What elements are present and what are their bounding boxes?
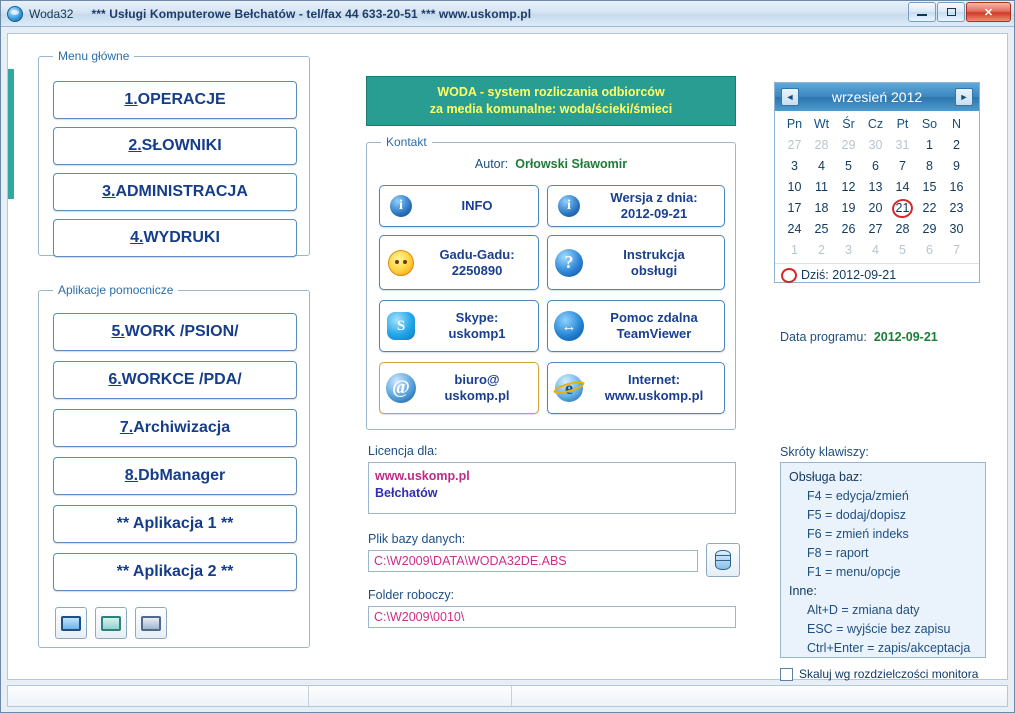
calendar-today-row[interactable] — [775, 263, 979, 286]
menu-button-wydruki-label: WYDRUKI — [143, 229, 220, 246]
monitor-grey-button[interactable] — [135, 607, 167, 639]
title-bar — [1, 1, 1014, 27]
shortcut-item: F6 = zmień indeks — [807, 527, 909, 541]
database-path-input[interactable]: C:\W2009\DATA\WODA32DE.ABS — [368, 550, 698, 572]
maximize-icon — [947, 8, 956, 16]
scale-checkbox-row[interactable] — [780, 667, 978, 681]
menu-button-operacje[interactable] — [53, 81, 297, 119]
teamviewer-button[interactable] — [547, 300, 725, 352]
menu-button-slowniki-label: SŁOWNIKI — [141, 137, 222, 154]
calendar-week-row — [781, 240, 973, 261]
program-date-value: 2012-09-21 — [873, 330, 938, 344]
app-banner — [366, 76, 736, 126]
shortcut-item: F1 = menu/opcje — [807, 565, 901, 579]
menu-button-slowniki[interactable] — [53, 127, 297, 165]
calendar-day[interactable]: 28 — [895, 222, 910, 236]
shortcuts-section-2: Inne: — [789, 584, 817, 598]
scale-checkbox[interactable] — [780, 668, 793, 681]
calendar-day[interactable]: 15 — [922, 180, 937, 194]
calendar-day[interactable]: 12 — [841, 180, 856, 194]
gadu-gadu-line-1: Gadu-Gadu: — [439, 246, 515, 262]
menu-button-workce-pda[interactable] — [53, 361, 297, 399]
calendar-day[interactable]: 26 — [841, 222, 856, 236]
calendar-day[interactable]: 29 — [841, 138, 856, 152]
menu-button-operacje-num: 1. — [124, 91, 138, 108]
internet-button[interactable] — [547, 362, 725, 414]
monitor-teal-button[interactable] — [95, 607, 127, 639]
calendar-day[interactable]: 3 — [845, 243, 852, 257]
window-subtitle: *** Usługi Komputerowe Bełchatów - tel/fax 44 633-20-51 *** www.uskomp.pl — [91, 6, 532, 21]
shortcuts-box — [780, 462, 986, 658]
internet-explorer-icon: e — [548, 374, 590, 402]
menu-button-dbmanager[interactable] — [53, 457, 297, 495]
monitor-teal-icon — [101, 616, 121, 631]
calendar-day[interactable]: 18 — [814, 201, 829, 215]
menu-button-work-psion-label: WORK /PSION/ — [124, 323, 239, 340]
menu-button-work-psion[interactable] — [53, 313, 297, 351]
info-icon: i — [380, 195, 422, 217]
app-icon — [7, 6, 23, 22]
calendar[interactable] — [774, 82, 980, 283]
dow-pt: Pt — [896, 117, 909, 131]
monitor-blue-icon — [61, 616, 81, 631]
gadu-gadu-button[interactable] — [379, 235, 539, 290]
menu-button-archiwizacja-label: Archiwizacja — [133, 419, 231, 436]
helper-apps-title: Aplikacje pomocnicze — [53, 283, 178, 297]
calendar-next-button[interactable]: ► — [955, 88, 973, 106]
monitor-blue-button[interactable] — [55, 607, 87, 639]
scale-checkbox-label: Skaluj wg rozdzielczości monitora — [799, 667, 979, 681]
version-button-line-1: Wersja z dnia: — [610, 190, 698, 205]
calendar-week-row — [781, 135, 973, 156]
menu-button-administracja-label: ADMINISTRACJA — [115, 183, 248, 200]
menu-button-dbmanager-label: DbManager — [138, 467, 226, 484]
license-line-1: www.uskomp.pl — [375, 469, 470, 483]
menu-button-aplikacja-1-label: ** Aplikacja 1 ** — [116, 515, 234, 532]
gadu-gadu-line-2: 2250890 — [451, 262, 503, 278]
calendar-day[interactable]: 27 — [787, 138, 802, 152]
email-line-1: biuro@ — [454, 372, 500, 387]
calendar-dow-row — [781, 114, 973, 135]
status-bar — [7, 685, 1008, 707]
status-cell-3 — [512, 686, 1007, 706]
database-button[interactable] — [706, 543, 740, 577]
program-date-row — [780, 330, 938, 344]
calendar-day[interactable]: 25 — [814, 222, 829, 236]
calendar-day[interactable]: 31 — [895, 138, 910, 152]
window-title: Woda32 — [29, 6, 74, 21]
teamviewer-icon: ↔ — [548, 311, 590, 341]
calendar-day[interactable]: 22 — [922, 201, 937, 215]
menu-button-aplikacja-1[interactable] — [53, 505, 297, 543]
calendar-day[interactable]: 13 — [868, 180, 883, 194]
calendar-week-row — [781, 156, 973, 177]
calendar-day[interactable]: 9 — [953, 159, 960, 173]
contact-group — [366, 135, 736, 430]
internet-line-1: Internet: — [628, 372, 680, 387]
calendar-day[interactable]: 5 — [899, 243, 906, 257]
calendar-day[interactable]: 16 — [949, 180, 964, 194]
shortcut-item: Ctrl+Enter = zapis/akceptacja — [807, 641, 971, 655]
calendar-day[interactable]: 7 — [899, 159, 906, 173]
calendar-day[interactable]: 3 — [791, 159, 798, 173]
calendar-day[interactable]: 23 — [949, 201, 964, 215]
workfolder-input[interactable]: C:\W2009\0010\ — [368, 606, 736, 628]
info-icon-2: i — [548, 195, 590, 217]
dow-so: So — [921, 117, 938, 131]
skype-icon: S — [380, 312, 422, 340]
calendar-week-row — [781, 219, 973, 240]
menu-button-workce-pda-num: 6. — [108, 371, 122, 388]
status-cell-1 — [8, 686, 309, 706]
calendar-day[interactable]: 17 — [787, 201, 802, 215]
author-name: Orłowski Sławomir — [515, 157, 628, 171]
calendar-week-row — [781, 177, 973, 198]
calendar-day[interactable]: 7 — [953, 243, 960, 257]
workfolder-label: Folder roboczy: — [368, 588, 455, 602]
mini-button-row — [55, 607, 167, 639]
calendar-day[interactable]: 28 — [814, 138, 829, 152]
menu-button-dbmanager-num: 8. — [124, 467, 139, 484]
license-memo[interactable] — [368, 462, 736, 514]
license-line-2: Bełchatów — [375, 486, 438, 500]
calendar-month-label: wrzesień 2012 — [831, 89, 923, 105]
calendar-day[interactable]: 4 — [872, 243, 879, 257]
question-icon: ? — [548, 249, 590, 277]
menu-button-administracja-num: 3. — [102, 183, 116, 200]
window-controls — [908, 2, 1011, 22]
email-line-2: uskomp.pl — [444, 388, 510, 403]
menu-button-archiwizacja-num: 7. — [119, 419, 134, 436]
menu-button-archiwizacja[interactable] — [53, 409, 297, 447]
shortcuts-title: Skróty klawiszy: — [780, 445, 869, 459]
instruction-line-1: Instrukcja — [623, 246, 685, 262]
teamviewer-line-2: TeamViewer — [616, 326, 692, 341]
menu-button-wydruki-num: 4. — [130, 229, 144, 246]
status-cell-2 — [309, 686, 512, 706]
dow-n: N — [951, 117, 962, 131]
calendar-prev-button[interactable]: ◄ — [781, 88, 799, 106]
calendar-day[interactable]: 30 — [868, 138, 883, 152]
calendar-day[interactable]: 1 — [926, 138, 933, 152]
calendar-day[interactable]: 20 — [868, 201, 883, 215]
skype-line-2: uskomp1 — [448, 326, 506, 341]
calendar-day[interactable]: 8 — [926, 159, 933, 173]
shortcut-item: ESC = wyjście bez zapisu — [807, 622, 951, 636]
calendar-day[interactable]: 4 — [818, 159, 825, 173]
client-area — [7, 33, 1008, 680]
sun-icon — [380, 250, 422, 276]
calendar-week-row — [781, 198, 973, 219]
shortcut-item: Alt+D = zmiana daty — [807, 603, 920, 617]
shortcut-item: F8 = raport — [807, 546, 869, 560]
calendar-day[interactable]: 1 — [791, 243, 798, 257]
contact-title: Kontakt — [381, 135, 432, 149]
calendar-day[interactable]: 11 — [815, 180, 828, 194]
author-line — [367, 157, 735, 171]
calendar-day[interactable]: 5 — [845, 159, 852, 173]
calendar-day[interactable]: 29 — [922, 222, 937, 236]
calendar-day[interactable]: 10 — [787, 180, 802, 194]
instruction-line-2: obsługi — [630, 262, 678, 278]
menu-button-workce-pda-label: WORKCE /PDA/ — [121, 371, 242, 388]
at-icon: @ — [380, 373, 422, 403]
minimize-icon — [917, 14, 927, 16]
menu-button-aplikacja-2-label: ** Aplikacja 2 ** — [116, 563, 234, 580]
calendar-day[interactable]: 30 — [949, 222, 964, 236]
license-label: Licencja dla: — [368, 444, 438, 458]
calendar-day[interactable]: 2 — [953, 138, 960, 152]
menu-button-operacje-label: OPERACJE — [137, 91, 226, 108]
calendar-day-today[interactable]: 21 — [889, 198, 916, 219]
skype-button[interactable] — [379, 300, 539, 352]
teamviewer-line-1: Pomoc zdalna — [610, 310, 698, 325]
calendar-today-label: Dziś: 2012-09-21 — [801, 268, 897, 282]
calendar-day[interactable]: 6 — [872, 159, 879, 173]
version-button-line-2: 2012-09-21 — [620, 206, 688, 221]
shortcut-item: F5 = dodaj/dopisz — [807, 508, 907, 522]
minimize-button[interactable] — [908, 2, 936, 22]
monitor-grey-icon — [141, 616, 161, 631]
banner-line-1: WODA - system rozliczania odbiorców — [437, 85, 665, 99]
close-button[interactable]: ✕ — [966, 2, 1011, 22]
helper-apps-group — [38, 283, 310, 648]
dow-sr: Śr — [842, 117, 855, 131]
author-label: Autor: — [474, 157, 509, 171]
instruction-button[interactable] — [547, 235, 725, 290]
calendar-day[interactable]: 24 — [787, 222, 802, 236]
calendar-day[interactable]: 6 — [926, 243, 933, 257]
info-button-label: INFO — [461, 198, 493, 213]
info-button[interactable] — [379, 185, 539, 227]
menu-button-wydruki[interactable] — [53, 219, 297, 257]
skype-line-1: Skype: — [455, 310, 499, 325]
dow-cz: Cz — [867, 117, 884, 131]
menu-button-work-psion-num: 5. — [111, 323, 125, 340]
internet-line-2: www.uskomp.pl — [604, 388, 704, 403]
main-menu-title: Menu główne — [53, 49, 134, 63]
menu-button-aplikacja-2[interactable] — [53, 553, 297, 591]
database-label: Plik bazy danych: — [368, 532, 466, 546]
shortcut-item: F4 = edycja/zmień — [807, 489, 909, 503]
calendar-day[interactable]: 27 — [868, 222, 883, 236]
accent-bar — [8, 69, 14, 199]
menu-button-slowniki-num: 2. — [128, 137, 142, 154]
calendar-day[interactable]: 19 — [841, 201, 856, 215]
banner-line-2: za media komunalne: woda/ścieki/śmieci — [429, 102, 673, 116]
menu-button-administracja[interactable] — [53, 173, 297, 211]
shortcuts-section-1: Obsługa baz: — [789, 470, 863, 484]
maximize-button[interactable] — [937, 2, 965, 22]
program-date-label: Data programu: — [780, 330, 867, 344]
dow-pn: Pn — [786, 117, 803, 131]
calendar-grid — [775, 111, 979, 261]
email-button[interactable] — [379, 362, 539, 414]
calendar-header — [775, 83, 979, 111]
version-button[interactable] — [547, 185, 725, 227]
calendar-day[interactable]: 2 — [818, 243, 825, 257]
dow-wt: Wt — [813, 117, 830, 131]
main-menu-group — [38, 49, 310, 256]
database-icon — [715, 550, 731, 570]
today-ring-icon — [780, 266, 799, 284]
calendar-day[interactable]: 14 — [895, 180, 910, 194]
